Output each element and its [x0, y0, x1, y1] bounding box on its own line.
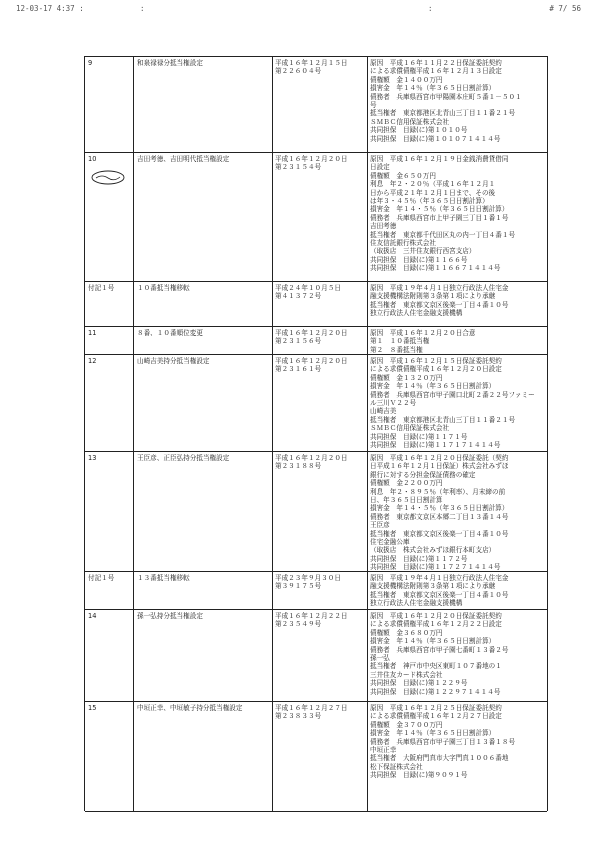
date-line: 第２３８３３号 [275, 712, 322, 721]
detail-line: 独立行政法人住宅金融支援機構 [370, 599, 463, 608]
entry-date-receipt [275, 574, 365, 591]
column-divider [367, 56, 368, 811]
row-divider [85, 609, 547, 610]
detail-line: 抵当権者 神戸市中央区東町１０７番地の１ [370, 662, 502, 671]
detail-line: 共同担保 目録(に)第１１７２号 [370, 554, 468, 563]
detail-line: 日設定 [370, 163, 390, 172]
date-line: 第２３１６１号 [275, 365, 322, 374]
detail-line: ＳＭＢＣ信用保証株式会社 [370, 424, 450, 433]
row-divider [85, 701, 547, 702]
row-divider [85, 451, 547, 452]
column-divider [133, 56, 134, 811]
detail-line: は年３・４５％（年３６５日日割計算） [370, 197, 489, 206]
detail-line: 損害金 年１４・５％（年３６５日日割計算） [370, 504, 509, 513]
fax-page-number: # 7/ 56 [549, 4, 581, 13]
fax-timestamp: 12-03-17 4:37 : [16, 4, 84, 13]
detail-line: 債務者 兵庫県西宮市甲子園三丁目１３番１８号 [370, 737, 516, 746]
detail-line: 債権額 金６５０万円 [370, 171, 436, 180]
detail-line: 原因 平成１６年１２月２０日合意 [370, 329, 476, 337]
detail-line: による求償債権平成１６年１２月１３日設定 [370, 67, 502, 76]
detail-line: 共同担保 目録(に)第１１６６号 [370, 255, 468, 264]
detail-line: 第２ ８番抵当権 [370, 345, 423, 354]
entry-number: 9 [88, 59, 93, 67]
date-line: 第２３１８８号 [275, 462, 322, 471]
date-line: 第２２６０４号 [275, 67, 322, 76]
detail-line: 日から平成２１年１２月１日まで、その後 [370, 188, 496, 197]
entry-details [370, 574, 545, 608]
detail-line: 債務者 兵庫県西宮市上甲子園三丁目１番１号 [370, 213, 509, 222]
detail-line: による求償債権平成１６年１２月２２日設定 [370, 620, 502, 629]
entry-purpose: 孫一弘持分抵当権設定 [137, 612, 203, 620]
detail-line: 抵当権者 東京都港区北青山三丁目１１番２１号 [370, 415, 516, 424]
date-line: 第４１３７２号 [275, 292, 322, 301]
detail-line: 原因 平成１６年１１月２２日保証委託契約 [370, 59, 502, 67]
registry-table [84, 56, 548, 811]
entry-date-receipt [275, 612, 365, 629]
detail-line: 住宅金融公庫 [370, 538, 410, 547]
detail-line: 原因 平成１６年１２月２０日保証委託（契約 [370, 454, 509, 462]
row-divider [85, 326, 547, 327]
date-line: 第２３５４９号 [275, 620, 322, 629]
detail-line: 損害金 年１４％（年３６５日日割計算） [370, 84, 496, 93]
date-line: 第２３１５６号 [275, 337, 322, 346]
entry-date-receipt [275, 357, 365, 374]
date-line: 平成２４年１０月５日 [275, 284, 341, 292]
handwritten-mark [89, 169, 127, 186]
detail-line: 債務者 兵庫県西宮市甲子園口北町２番２２号ファミー [370, 390, 535, 399]
detail-line: 債権額 金２２００万円 [370, 479, 443, 488]
detail-line: 債権額 金３６８０万円 [370, 628, 443, 637]
entry-details [370, 357, 545, 449]
detail-line: 共同担保 目録(に)第１１７２７１４１４号 [370, 563, 501, 572]
entry-purpose: 吉田考徳、吉田明代抵当権設定 [137, 155, 230, 163]
detail-line: 孫一弘 [370, 654, 390, 663]
row-divider [85, 56, 547, 57]
detail-line: 損害金 年１４％（年３６５日日割計算） [370, 729, 496, 738]
entry-number: 付記１号 [88, 284, 115, 292]
detail-line: 王臣彦 [370, 521, 390, 530]
detail-line: による求償債権平成１６年１２月２０日設定 [370, 365, 502, 374]
detail-line: 山崎吉美 [370, 407, 397, 416]
detail-line: 原因 平成１６年１２月１５日保証委託契約 [370, 357, 502, 365]
detail-line: 融支援機構法附則第３条第１項により承継 [370, 582, 496, 591]
date-line: 平成１６年１２月２７日 [275, 704, 348, 712]
detail-line: 共同担保 目録(に)第１１７１７１４１４号 [370, 441, 501, 450]
detail-line: 共同担保 目録(に)第１２２９号 [370, 679, 468, 688]
date-line: 平成１６年１２月２２日 [275, 612, 348, 620]
entry-purpose: 山崎吉美持分抵当権設定 [137, 357, 210, 365]
date-line: 平成２３年９月３０日 [275, 574, 341, 582]
detail-line: 損害金 年１４％（年３６５日日割計算） [370, 637, 496, 646]
detail-line: 原因 平成１６年１２月１９日金銭消費貸借同 [370, 155, 509, 163]
detail-line: 共同担保 目録(に)第１２２９７１４１４号 [370, 687, 501, 696]
entry-date-receipt [275, 59, 365, 76]
detail-line: による求償債権平成１６年１２月２７日設定 [370, 712, 502, 721]
detail-line: 吉田考徳 [370, 222, 397, 231]
detail-line: 債務者 兵庫県西宮市甲陽園本庄町５番１－５０１ [370, 92, 522, 101]
entry-date-receipt [275, 284, 365, 301]
date-line: 第２３１５４号 [275, 163, 322, 172]
detail-line: 債権額 金１３２０万円 [370, 373, 443, 382]
date-line: 平成１６年１２月２０日 [275, 155, 348, 163]
fax-mark: : [140, 4, 145, 13]
detail-line: 原因 平成１６年１２月２５日保証委託契約 [370, 704, 502, 712]
detail-line: 共同担保 目録(に)第１１６６７１４１４号 [370, 264, 501, 273]
row-divider [85, 281, 547, 282]
entry-number: 10 [88, 155, 97, 163]
detail-line: 債権額 金１４００万円 [370, 75, 443, 84]
entry-number: 13 [88, 454, 97, 462]
detail-line: 抵当権者 東京都港区北青山三丁目１１番２１号 [370, 109, 516, 118]
detail-line: 共同担保 目録(に)第１１７１号 [370, 432, 468, 441]
detail-line: 原因 平成１９年４月１日独立行政法人住宅金 [370, 284, 509, 292]
detail-line: 抵当権者 東京都文京区後楽一丁目４番１０号 [370, 529, 509, 538]
detail-line: 日、年３６５日日割計算 [370, 496, 443, 505]
detail-line: 融支援機構法附則第３条第１項により承継 [370, 292, 496, 301]
entry-number: 12 [88, 357, 97, 365]
detail-line: 抵当権者 東京都文京区後楽一丁目４番１０号 [370, 300, 509, 309]
detail-line: 抵当権者 東京都文京区後楽一丁目４番１０号 [370, 590, 509, 599]
entry-date-receipt [275, 454, 365, 471]
entry-details [370, 284, 545, 318]
detail-line: 原因 平成１６年１２月２０日保証委託契約 [370, 612, 502, 620]
detail-line: 利息 年２・２０％（平成１６年１２月１ [370, 180, 496, 189]
entry-number: 15 [88, 704, 97, 712]
detail-line: 松下保証株式会社 [370, 762, 423, 771]
detail-line: ＳＭＢＣ信用保証株式会社 [370, 117, 450, 126]
entry-number: 付記１号 [88, 574, 115, 582]
entry-purpose: 中垣正幸、中垣敏子持分抵当権設定 [137, 704, 243, 712]
detail-line: 住友信託銀行株式会社 [370, 239, 436, 248]
entry-number: 11 [88, 329, 97, 337]
detail-line: 銀行に対する分担金保証債務の確定 [370, 470, 476, 479]
entry-details [370, 329, 545, 354]
entry-details [370, 155, 545, 273]
entry-purpose: ８番、１０番順位変更 [137, 329, 203, 337]
column-divider [272, 56, 273, 811]
date-line: 第３９１７５号 [275, 582, 322, 591]
entry-number: 14 [88, 612, 97, 620]
detail-line: 三井住友カード株式会社 [370, 670, 443, 679]
detail-line: 抵当権者 大阪府門真市大字門真１００６番地 [370, 754, 509, 763]
entry-details [370, 454, 545, 572]
detail-line: 債務者 兵庫県西宮市甲子園七番町１３番２号 [370, 645, 509, 654]
detail-line: 号 [370, 101, 377, 110]
entry-date-receipt [275, 155, 365, 172]
entry-purpose: １０番抵当権移転 [137, 284, 190, 292]
entry-purpose: １３番抵当権移転 [137, 574, 190, 582]
row-divider [85, 152, 547, 153]
detail-line: 共同担保 目録(に)第９０９１号 [370, 771, 468, 780]
detail-line: （取扱店 三井住友銀行西宮支店） [370, 247, 476, 256]
detail-line: 原因 平成１９年４月１日独立行政法人住宅金 [370, 574, 509, 582]
entry-details [370, 704, 545, 780]
detail-line: 共同担保 目録(に)第１０１０号 [370, 126, 468, 135]
entry-details [370, 59, 545, 143]
entry-date-receipt [275, 704, 365, 721]
detail-line: （取扱店 株式会社みずほ銀行本町支店） [370, 546, 496, 555]
entry-purpose: 和泉禄禄分抵当権設定 [137, 59, 203, 67]
detail-line: ル三川Ｖ２２号 [370, 399, 417, 408]
date-line: 平成１６年１２月２０日 [275, 454, 348, 462]
entry-details [370, 612, 545, 696]
fax-header [16, 4, 581, 16]
date-line: 平成１６年１２月２０日 [275, 357, 348, 365]
detail-line: 第１ １０番抵当権 [370, 337, 430, 346]
row-divider [85, 811, 547, 812]
detail-line: 中垣正幸 [370, 746, 397, 755]
detail-line: 債権額 金３７００万円 [370, 720, 443, 729]
entry-purpose: 王臣彦、正臣弘持分抵当権設定 [137, 454, 230, 462]
detail-line: 利息 年２・８９５％（年利率）、月末締の前 [370, 487, 506, 496]
detail-line: 債務者 東京都文京区本郷二丁目１３番１４号 [370, 512, 509, 521]
entry-date-receipt [275, 329, 365, 346]
date-line: 平成１６年１２月２０日 [275, 329, 348, 337]
detail-line: 日平成１６年１２月１日保証）株式会社みずほ [370, 462, 509, 471]
date-line: 平成１６年１２月１５日 [275, 59, 348, 67]
detail-line: 独立行政法人住宅金融支援機構 [370, 309, 463, 318]
fax-mark: : [428, 4, 433, 13]
detail-line: 損害金 年１４・５％（年３６５日日割計算） [370, 205, 509, 214]
detail-line: 損害金 年１４％（年３６５日日割計算） [370, 382, 496, 391]
detail-line: 抵当権者 東京都千代田区丸の内一丁目４番１号 [370, 230, 516, 239]
detail-line: 共同担保 目録(に)第１０１０７１４１４号 [370, 134, 501, 143]
